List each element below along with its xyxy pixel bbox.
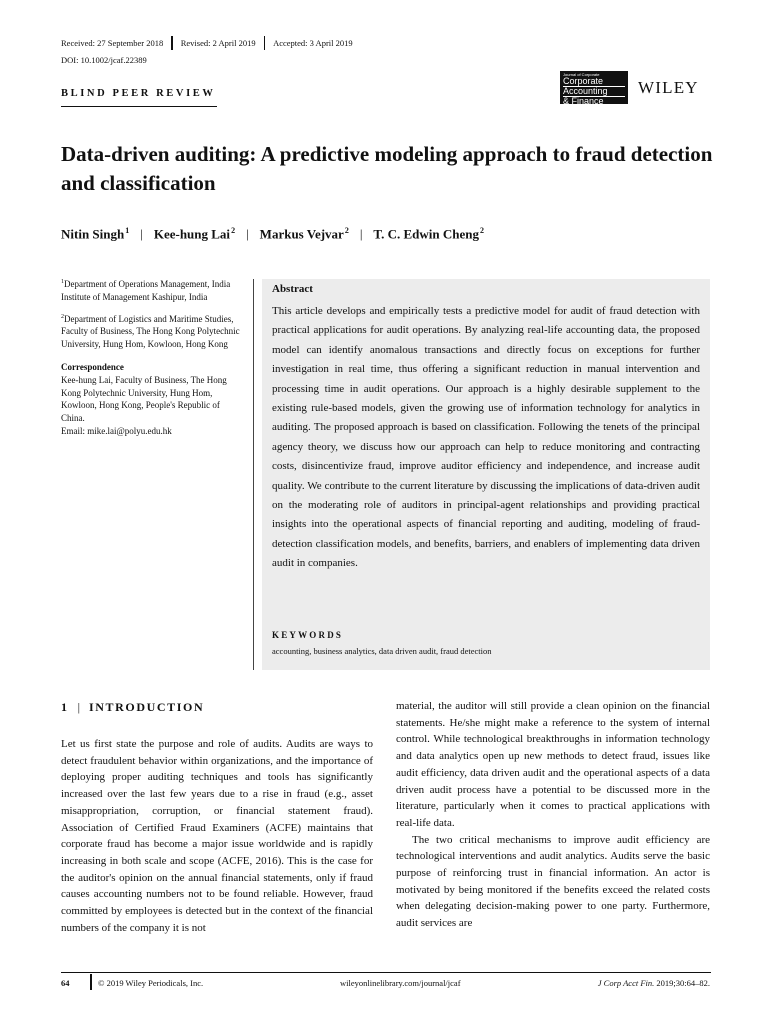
- received-date: Received: 27 September 2018: [61, 38, 164, 48]
- date-divider: [264, 36, 266, 50]
- section-heading: [61, 700, 204, 715]
- affiliation: $^2$Department of Logistics and Maritime Studies, Faculty of Business, The Hong Kong Polytechnic University, Hung Hom, Kowloon, Hong Kong: [61, 313, 240, 350]
- body-column-left: [61, 736, 373, 936]
- author-list: [61, 226, 484, 242]
- publisher-logo: WILEY: [638, 78, 699, 97]
- author-separator: |: [246, 226, 249, 242]
- footer-rule: [61, 972, 711, 973]
- copyright: © 2019 Wiley Periodicals, Inc.: [98, 978, 204, 988]
- doi: DOI: 10.1002/jcaf.22389: [61, 55, 147, 65]
- page-number: 64: [61, 978, 70, 988]
- abstract-heading: Abstract: [272, 283, 313, 295]
- author: Markus Vejvar$^2$: [259, 226, 349, 242]
- author-separator: |: [359, 226, 363, 242]
- section-number: 1: [61, 700, 69, 714]
- abstract-text: This article develops and empirically tests a predictive model for audit of fraud detection with practical applications for audit operations. By analyzing real-life accounting data, the proposed model can identify anomalous transactions and directly focus on exceptions for further investigation in real time, thus offering a significant reduction in manual intervention and processing time in audit operations. Our approach is a highly desirable supplement to the existing rule-based models, given the growing use of information technology for analytics in auditing. The proposed approach is based on classification. Following the tenets of the principal agency theory, we discuss how our approach can help to reduce monitoring and contracting costs, disincentivize fraud, improve auditor efficiency and independence, and increase audit quality. We contribute to the current literature by discussing the implications of data-driven audit on the moderating role of auditors in principal-agent relationships and providing practical insights into the operational aspects of financial reporting and auditing, modeling of fraud-detection classification models, and benefits, barriers, and enablers of implementing data driven audit in companies.: [272, 305, 700, 570]
- journal-logo: [560, 71, 628, 104]
- author-separator: |: [140, 226, 143, 242]
- section-separator: |: [77, 700, 81, 714]
- section-title: INTRODUCTION: [89, 700, 205, 714]
- article-dates: [61, 36, 353, 50]
- footer-divider: [90, 974, 92, 990]
- affiliation: $^1$Department of Operations Management, India Institute of Management Kashipur, India: [61, 279, 231, 302]
- author: Kee-hung Lai$^2$: [153, 226, 236, 242]
- correspondence-heading: Correspondence: [61, 361, 124, 372]
- body-column-right: [396, 698, 710, 932]
- correspondence-email[interactable]: Email: mike.lai@polyu.edu.hk: [61, 425, 172, 436]
- journal-logo-line: Accounting: [563, 87, 625, 97]
- keywords: accounting, business analytics, data driven audit, fraud detection: [272, 646, 492, 656]
- correspondence-body: Kee-hung Lai, Faculty of Business, The Hong Kong Polytechnic University, Hung Hom, Kowloon, Hong Kong, People's Republic of China.: [61, 374, 227, 424]
- journal-logo-line: Journal of Corporate: [563, 72, 600, 77]
- paragraph: Let us first state the purpose and role of audits. Audits are ways to detect fraudulent behavior within organizations, and the importance of deploying proper auditing techniques and tools has significantly increased over the last few years due to a rise in fraud (e.g., asset misappropriation, corruption, or financial statement fraud). Association of Certified Fraud Examiners (ACFE) maintains that corporate fraud has become a major issue worldwide and is rapidly increasing in both scale and scope (ACFE, 2016). This is the case for the auditor's opinion on the annual financial statements, only if fraud causes accounting numbers not to be found reliable. However, fraud committed by employees is detected but in the context of the financial numbers of the company it is not: [61, 738, 373, 934]
- citation: J Corp Acct Fin. 2019;30:64–82.: [597, 978, 710, 988]
- section-label: BLIND PEER REVIEW: [61, 88, 216, 99]
- journal-logo-line: Corporate: [563, 77, 625, 87]
- section-rule: [61, 106, 217, 107]
- author: T. C. Edwin Cheng$^2$: [373, 226, 485, 242]
- accepted-date: Accepted: 3 April 2019: [273, 38, 353, 48]
- journal-url[interactable]: wileyonlinelibrary.com/journal/jcaf: [340, 978, 461, 988]
- author: Nitin Singh$^1$: [61, 226, 130, 242]
- revised-date: Revised: 2 April 2019: [180, 38, 256, 48]
- affiliations: [61, 276, 241, 438]
- abstract-divider: [253, 279, 254, 670]
- journal-logo-line: & Finance: [563, 97, 604, 106]
- article-title: Data-driven auditing: A predictive modeling approach to fraud detection and classification: [61, 142, 713, 195]
- paragraph: material, the auditor will still provide a clean opinion on the financial statements. He/she might make a reference to the system of internal control. While technological breakthroughs in information technology and data analytics open up new methods to detect fraud, issues like audit efficiency, data driven audit and the operational aspects of a data driven audit process have a potential to be discussed more in the literature, particularly when it comes to practical applications with real-life data.: [396, 700, 710, 829]
- keywords-heading: KEYWORDS: [272, 630, 344, 640]
- date-divider: [171, 36, 173, 50]
- paragraph: The two critical mechanisms to improve audit efficiency are technological interventions and audit analytics. Audits serve the basic purpose of reinforcing trust in financial information. An actor is motivated by being monitored if the benefits exceed the related costs when delegating decision-making power to one party. Furthermore, audit services are: [396, 833, 710, 930]
